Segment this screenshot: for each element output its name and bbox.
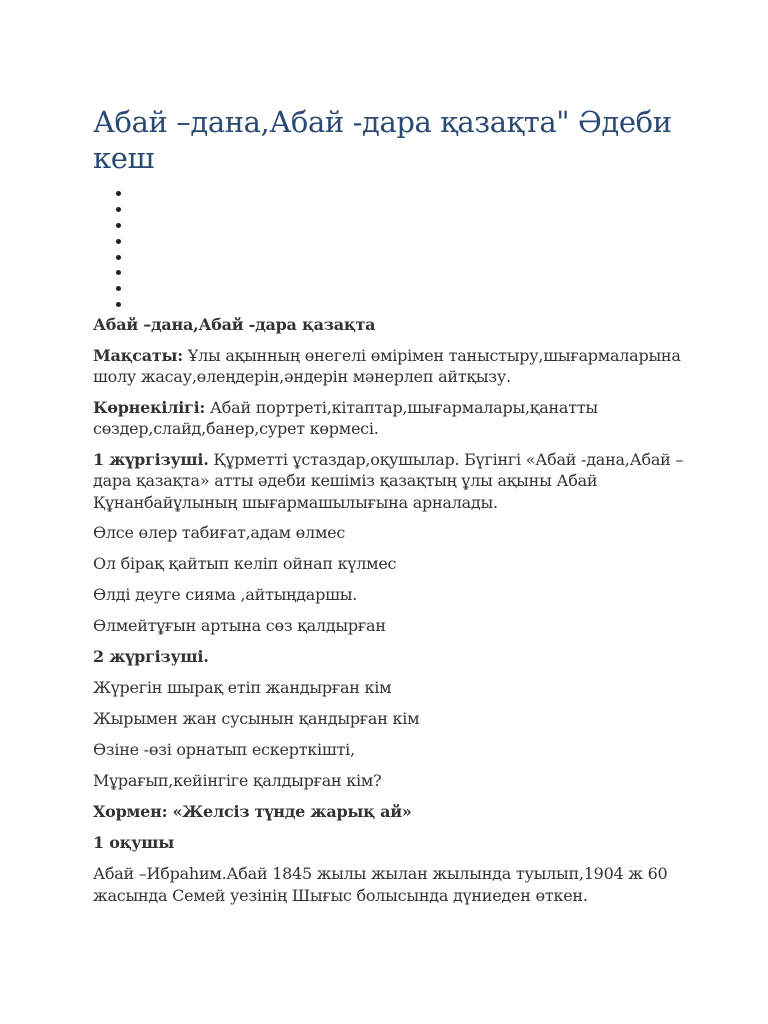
list-item bbox=[93, 217, 693, 233]
visual-aids-label: Көрнекілігі: bbox=[93, 397, 206, 417]
host2-paragraph bbox=[93, 646, 693, 668]
visual-aids-paragraph bbox=[93, 397, 693, 440]
poem-line: Ол бірақ қайтып келіп ойнап күлмес bbox=[93, 554, 397, 574]
poem-line: Өзіне -өзі орнатып ескерткішті, bbox=[93, 740, 355, 760]
poem-line: Мұрағып,кейінгіге қалдырған кім? bbox=[93, 771, 382, 791]
list-item bbox=[93, 201, 693, 217]
host2-label: 2 жүргізуші. bbox=[93, 647, 209, 667]
goal-text: Ұлы ақынның өнегелі өмірімен таныстыру,шығармаларына шолу жасау,өлеңдерін,әндерін мәнерлеп айтқызу. bbox=[93, 345, 681, 387]
student1-heading-paragraph bbox=[93, 832, 693, 854]
choir-heading: Хормен: «Желсіз түнде жарық ай» bbox=[93, 802, 412, 822]
list-item bbox=[93, 185, 693, 201]
subtitle: Абай –дана,Абай -дара қазақта bbox=[93, 315, 376, 335]
student1-label: 1 оқушы bbox=[93, 833, 175, 853]
choir-paragraph bbox=[93, 801, 693, 823]
poem-line: Жүрегін шырақ етіп жандырған кім bbox=[93, 678, 392, 698]
poem-line: Өлсе өлер табиғат,адам өлмес bbox=[93, 523, 346, 543]
host1-text: Құрметті ұстаздар,оқушылар. Бүгінгі «Абай -дана,Абай –дара қазақта» атты әдеби кешіміз қазақтың ұлы ақыны Абай Құнанбайұлының шығармашылығына арналады. bbox=[93, 449, 684, 512]
student1-paragraph: Абай –Ибраһим.Абай 1845 жылы жылан жылында туылып,1904 ж 60 жасында Семей уезінің Шығыс болысында дүниеден өткен. bbox=[93, 864, 668, 905]
document-title: Абай –дана,Абай -дара қазақта" Әдеби кеш bbox=[93, 105, 672, 175]
list-item bbox=[93, 264, 693, 280]
visual-aids-text: Абай портреті,кітаптар,шығармалары,қанатты сөздер,слайд,банер,сурет көрмесі. bbox=[93, 397, 598, 439]
list-item bbox=[93, 296, 693, 312]
poem-line: Жырымен жан сусынын қандырған кім bbox=[93, 709, 420, 729]
list-item bbox=[93, 233, 693, 249]
goal-label: Мақсаты: bbox=[93, 345, 183, 365]
document-body bbox=[93, 104, 693, 915]
poem-line: Өлмейтұғын артына сөз қалдырған bbox=[93, 616, 386, 636]
empty-bullet-list bbox=[93, 185, 693, 312]
list-item bbox=[93, 280, 693, 296]
subtitle-paragraph bbox=[93, 314, 693, 336]
goal-paragraph bbox=[93, 345, 693, 388]
list-item bbox=[93, 249, 693, 265]
poem-line: Өлді деуге сияма ,айтыңдаршы. bbox=[93, 585, 358, 605]
host1-label: 1 жүргізуші. bbox=[93, 449, 209, 469]
host1-paragraph bbox=[93, 449, 693, 514]
